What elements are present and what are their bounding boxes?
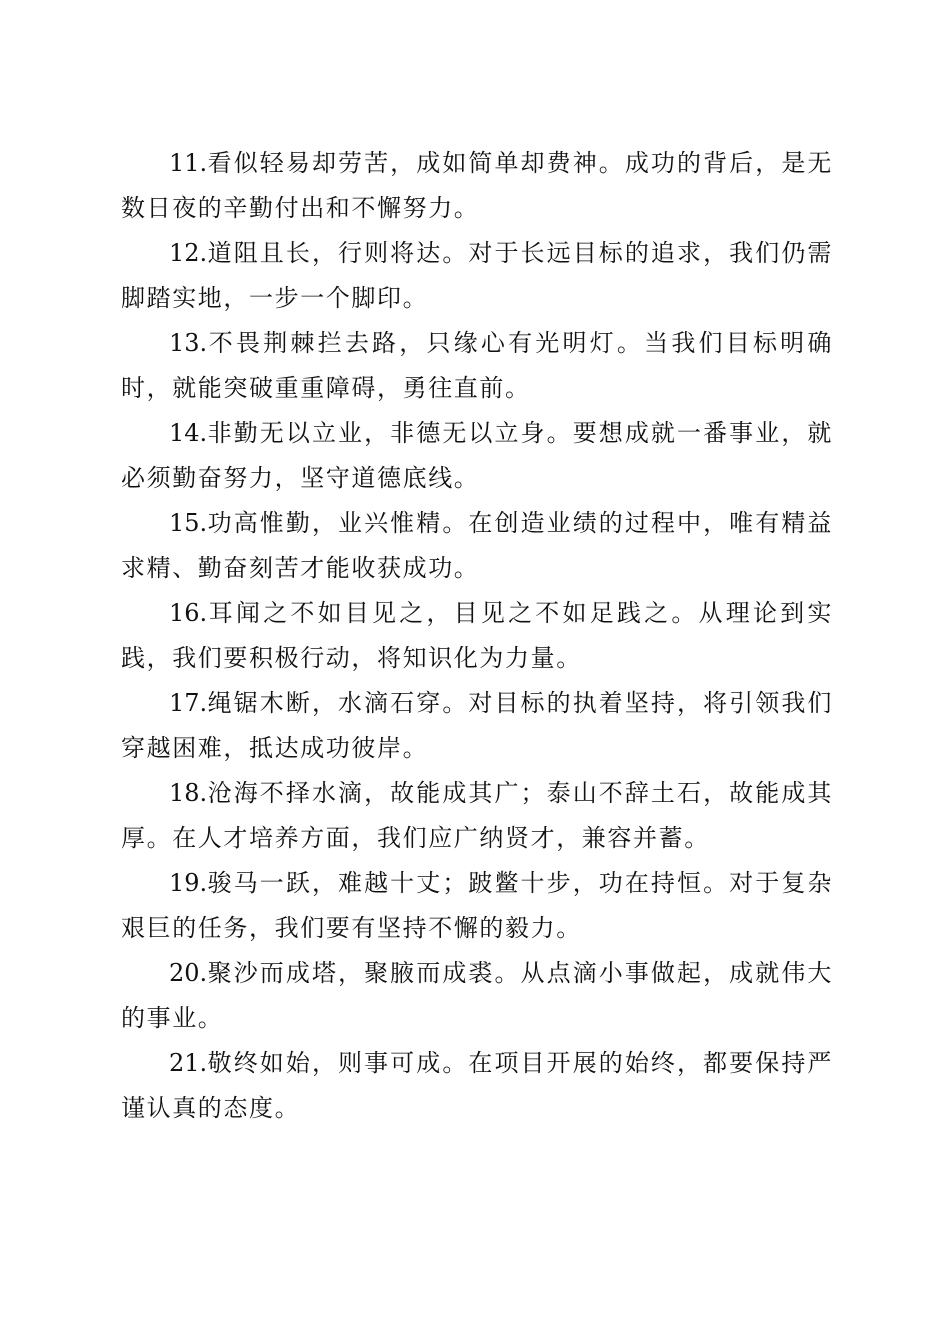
paragraph-13 — [121, 321, 833, 411]
paragraph-14 — [121, 411, 833, 501]
paragraph-number: 21. — [169, 1049, 208, 1077]
paragraph-19 — [121, 861, 833, 951]
paragraph-number: 18. — [169, 779, 208, 807]
paragraph-text: 耳闻之不如目见之，目见之不如足践之。从理论到实践，我们要积极行动，将知识化为力量。 — [121, 599, 833, 672]
paragraph-15 — [121, 501, 833, 591]
paragraph-text: 沧海不择水滴，故能成其广；泰山不辞土石，故能成其厚。在人才培养方面，我们应广纳贤才，兼容并蓄。 — [121, 779, 833, 852]
paragraph-number: 16. — [169, 599, 208, 627]
paragraph-number: 13. — [169, 329, 208, 357]
paragraph-number: 14. — [169, 419, 208, 447]
paragraph-text: 绳锯木断，水滴石穿。对目标的执着坚持，将引领我们穿越困难，抵达成功彼岸。 — [121, 689, 833, 762]
paragraph-text: 非勤无以立业，非德无以立身。要想成就一番事业，就必须勤奋努力，坚守道德底线。 — [121, 419, 833, 492]
paragraph-number: 17. — [169, 689, 208, 717]
paragraph-17 — [121, 681, 833, 771]
paragraph-text: 骏马一跃，难越十丈；跛鳖十步，功在持恒。对于复杂艰巨的任务，我们要有坚持不懈的毅力。 — [121, 869, 833, 942]
paragraph-16 — [121, 591, 833, 681]
paragraph-number: 11. — [169, 149, 208, 177]
paragraph-text: 聚沙而成塔，聚腋而成裘。从点滴小事做起，成就伟大的事业。 — [121, 959, 833, 1032]
paragraph-text: 看似轻易却劳苦，成如简单却费神。成功的背后，是无数日夜的辛勤付出和不懈努力。 — [121, 149, 833, 222]
paragraph-21 — [121, 1041, 833, 1131]
paragraph-18 — [121, 771, 833, 861]
paragraph-text: 道阻且长，行则将达。对于长远目标的追求，我们仍需脚踏实地，一步一个脚印。 — [121, 239, 833, 312]
paragraph-20 — [121, 951, 833, 1041]
paragraph-number: 20. — [169, 959, 208, 987]
paragraph-12 — [121, 231, 833, 321]
paragraph-text: 功高惟勤，业兴惟精。在创造业绩的过程中，唯有精益求精、勤奋刻苦才能收获成功。 — [121, 509, 833, 582]
paragraph-number: 19. — [169, 869, 208, 897]
paragraph-number: 12. — [169, 239, 208, 267]
paragraph-text: 不畏荆棘拦去路，只缘心有光明灯。当我们目标明确时，就能突破重重障碍，勇往直前。 — [121, 329, 833, 402]
paragraph-11 — [121, 141, 833, 231]
document-body — [121, 141, 833, 1131]
paragraph-text: 敬终如始，则事可成。在项目开展的始终，都要保持严谨认真的态度。 — [121, 1049, 833, 1122]
paragraph-number: 15. — [169, 509, 208, 537]
